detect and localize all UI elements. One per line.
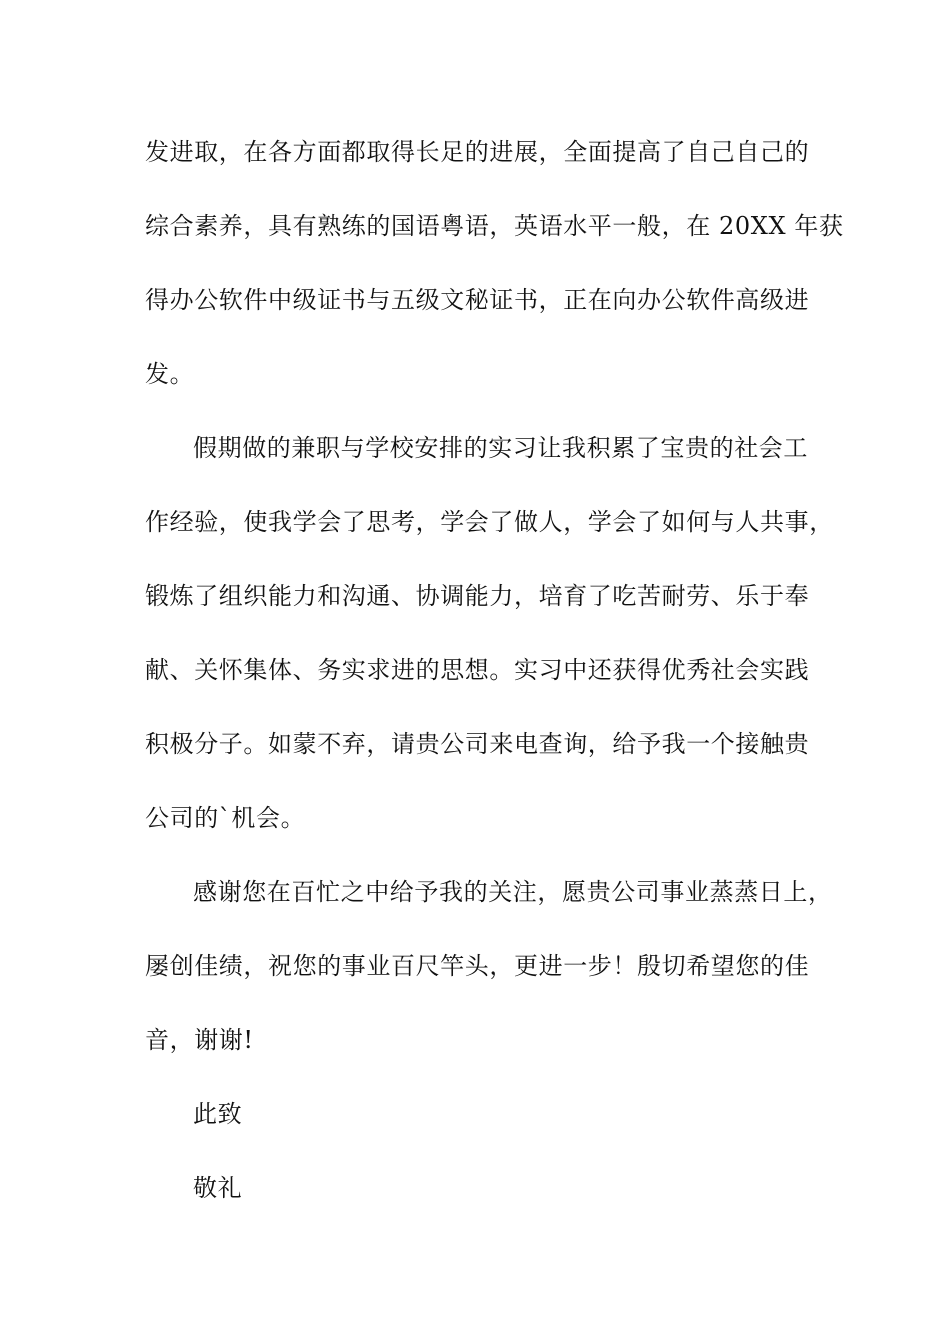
closing-regards: 敬礼 — [193, 1174, 243, 1202]
closing-salutation: 此致 — [193, 1100, 243, 1128]
paragraph-1-line-4: 发。 — [145, 360, 195, 388]
paragraph-2-line-6: 公司的`机会。 — [145, 804, 306, 832]
paragraph-2-line-5: 积极分子。如蒙不弃，请贵公司来电查询，给予我一个接触贵 — [145, 730, 810, 758]
paragraph-2-line-3: 锻炼了组织能力和沟通、协调能力，培育了吃苦耐劳、乐于奉 — [145, 582, 810, 610]
paragraph-1-line-2: 综合素养，具有熟练的国语粤语，英语水平一般，在 20XX 年获 — [145, 212, 844, 240]
paragraph-3-line-3: 音，谢谢! — [145, 1026, 254, 1054]
paragraph-2-line-1: 假期做的兼职与学校安排的实习让我积累了宝贵的社会工 — [193, 434, 808, 462]
paragraph-3-line-2: 屡创佳绩，祝您的事业百尺竿头，更进一步！殷切希望您的佳 — [145, 952, 810, 980]
paragraph-1-line-1: 发进取，在各方面都取得长足的进展，全面提高了自己自己的 — [145, 138, 810, 166]
paragraph-3-line-1: 感谢您在百忙之中给予我的关注，愿贵公司事业蒸蒸日上， — [193, 878, 833, 906]
paragraph-2-line-4: 献、关怀集体、务实求进的思想。实习中还获得优秀社会实践 — [145, 656, 810, 684]
paragraph-2-line-2: 作经验，使我学会了思考，学会了做人，学会了如何与人共事， — [145, 508, 834, 536]
paragraph-1-line-3: 得办公软件中级证书与五级文秘证书，正在向办公软件高级进 — [145, 286, 810, 314]
